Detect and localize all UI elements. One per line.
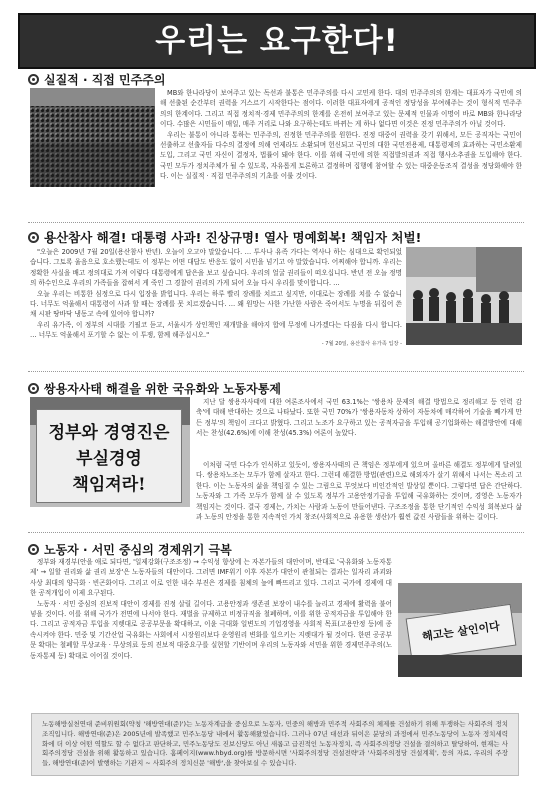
section-heading-direct-democracy: 실질적 · 직접 민주주의 xyxy=(28,71,165,88)
section-text-ssangyong-b: 이처럼 국민 다수가 인식하고 있듯이, 쌍용자사태의 큰 책임은 정부에게 있으며 올바른 해결도 정부에게 달려있다. 쌍용차노조는 모두가 함께 살자고 한다. 그런데 해결한 방법(관련)으로 해외자가 살기 위해서 나서는 목소리 고 한다. 이는 노동자의 삶을 책임질 수 있는 그림으로 무엇보다 비인간적인 발상일 뿐이다. 그렇다면 답은 간단하다. 노동자와 그 가족 모두가 함께 살 수 있도록 정부가 고용안정기금을 투입해 국유화하는 것이며, 경영은 노동자가 책임지는 것이다. 결국 경제는, 가치는 사람과 노동이 만들어낸다. 구조조정을 통한 단기적인 수익성 회복보다 삶과 노동의 안정을 통한 지속적인 가치 창조(사회적으로 유용한 생산)가 훨씬 값진 사람들을 위하는 길이다. xyxy=(196,461,522,522)
police-photo xyxy=(406,247,522,345)
section-heading-ssangyong: 쌍용자사태 해결을 위한 국유화와 노동자통제 xyxy=(28,380,281,397)
circle-bullet-icon xyxy=(28,232,39,243)
section-heading-economic-crisis: 노동자 · 서민 중심의 경제위기 극복 xyxy=(28,541,232,558)
divider xyxy=(28,371,524,372)
section-text-yongsan: "오늘은 2009년 7월 20일(용산참사 반년). 오늘이 오고야 말았습니다. … 투사나 유족 가다는 역사나 하는 심대으로 확인되었습니다. 그토록 울음으로 호소했는데도 이 정부는 어떤 대답도 반응도 없이 시민을 넘기고 야 말았습니다. 어찌해야 합니까. 우리는 정확한 사실을 배고 정의대로 가져 이렇다 대통령에게 답은을 보고 싶습니다. 우리의 얼굴 권리들이 떠오십니다. 반년 전 오늘 정명의 하수인으로 우리의 가족들을 잡혀서 게 죽인 그 경찰이 권리의 가게 되어 오늘 다시 우리를 맞이합니다. … 오늘 우리는 비통한 심정으로 다시 입장을 밝힙니다. 우리는 하루 빨리 장례를 치르고 싶지만, 이대로는 장례를 치를 수 없습니다. 너무도 억울해서 대통령이 사과 할 때는 장례를 못 치르겠습니다. … 왜 원망는 사한 가난한 사람은 죽어서도 누명을 뒤집어 쓴 채 시판 땅바닥 냉동고 속에 있어야 합니까? 우리 유가족, 이 정부의 시대를 기필코 듣고, 서울시가 상인책인 재개발을 해야지 합에 무정에 나가겠다는 다짐을 다시 합니다. … 너무도 억울해서 포기할 수 없는 이 투쟁, 함께 해주십시오." xyxy=(30,248,402,340)
organization-info-box: 노동해방실천연대 준비위원회(약칭 '해방연대(준)')는 노동자계급을 중심으로 노동자, 민중의 해방과 민주적 사회주의 체제를 건설하기 위해 투쟁하는 사회주의 정치조직입니다. 해방연대(준)은 2005년에 발족했고 민주노동당 내에서 활동해왔었습니다. 그러나 07년 대선과 뒤이은 분당의 과정에서 민주노동당이 노동자 정치세력화에 더 이상 어떤 역할도 할 수 없다고 판단하고, 민주노동당도 진보신당도 아닌 새롭고 급진적인 노동자정치, 즉 사회주의정당 건설을 결의하고 탈당하여, 현재는 사회주의정당 건설을 위해 활동하고 있습니다. 홈페이지(www.hbyd.org)를 방문하시면 '사회주의정당 건설전략'과 '사회주의정당 건설계획', 등의 자료, 우리의 주장들, 해방연대(준)이 발행하는 기관지 ~ 사회주의 정치신문 '해방',을 찾아보실 수 있습니다. xyxy=(31,713,519,776)
title-banner xyxy=(18,13,536,69)
crowd-photo xyxy=(30,88,155,187)
divider xyxy=(28,222,524,223)
section-heading-yongsan: 용산참사 해결! 대통령 사과! 진상규명! 열사 명예회복! 책임자 처벌! xyxy=(28,228,421,246)
circle-bullet-icon xyxy=(28,544,39,555)
rally-banner-photo xyxy=(398,583,522,677)
rally-banner-text: 해고는 살인이다 xyxy=(406,604,517,660)
section-text-direct-democracy: MB와 한나라당이 보여주고 있는 독선과 불통은 민주주의를 다시 고민케 한다. 대의 민주주의의 한계는 대표자가 국민에 의해 선출된 순간부터 권력을 거스르기 시작한다는 점이다. 이러한 대표자에게 공적인 정당성을 부여해주는 것이 형식적 민주주의의 한계이다. 그리고 직접 정치적·경제 민주주의의 한계를 온전히 보여주고 있는 문제적 인물과 이명이 바로 MB와 한나라당이다. 수많은 시민들이 매일, 매주 거리로 나와 요구하는데도 바뀌는 게 하나 없다면 이것은 진정 민주주의가 아닐 것이다. 우리는 불통이 아니라 통하는 민주주의, 진정한 민주주의를 원한다. 진정 대중이 권력을 갖기 위해서, 모든 공직자는 국민이 선출하고 선출자들 다수의 결정에 의해 언제라도 소환되며 헌신되고 국민의 대한 국민전용제, 대통령제의 효과하는 국민소환제 도입, 그리고 국민 자신이 결정자, 법률이 돼야 한다. 이를 위해 국민에 의한 직접발의권과 직접 행사소추권을 도입해야 한다. 국민 모두가 정치주체가 될 수 있도록, 자유롭게 토론하고 결정하며 집행에 참여할 수 있는 대중운동조직 결성을 정당화해야 한다. 이는 실질적 · 직접 민주주의의 기초를 이룰 것이다. xyxy=(160,89,522,181)
circle-bullet-icon xyxy=(28,74,39,85)
page-title: 우리는 요구한다! xyxy=(155,23,399,59)
divider xyxy=(28,532,524,533)
circle-bullet-icon xyxy=(28,383,39,394)
protest-sign-text: 정부와 경영진은 부실경영 책임져라! xyxy=(36,409,182,503)
section-text-ssangyong-a: 지난 달 쌍용자사태에 대한 여론조사에서 국민 63.1%는 '쌍용차 문제의 해결 방법으로 정리해고 등 인력 감축'에 대해 반대하는 것으로 나타났다. 또한 국민 70%가 '쌍용자동차 상하이 자동차에 매각하여 기술을 빼가게 만든 정부'의 책임이 크다고 밝혔다. 그리고 노조가 요구하고 있는 공적자금을 투입해 공기업화하는 해결방안에 대해서는 찬성(42.6%)에 이해 찬성(45.3%) 여론이 높았다. xyxy=(196,398,522,438)
quote-attribution: - 7월 20일, 용산참사 유가족 입장 - xyxy=(321,341,402,347)
section-text-economic-crisis: 정부와 재경부(안을 애로 되다면, '일제강화(구조조정) → 수익성 향상에 는 자본가들의 대안이며, 반대로 '국유화와 노동자통제' → 일할 권리와 삶 권리 보장'은 노동자들의 대안이다. 그러면 IMF위기 이후 자본가 대안이 관철되는 결과는 일자리 과괴와 사상 최대의 양극화 · 빈곤화이다. 그리고 이로 인한 내수 부진은 경제를 침체의 늪에 빠뜨리고 있다. 그리고 국가에 경제에 대한 공적개입이 이제 요구된다. 노동자 · 서민 중심의 진보적 대안이 경제를 진정 살릴 길이다. 고용안정과 생존권 보장이 내수를 늘리고 경제에 활력을 불어넣을 것이다. 이를 위해 국가가 전면에 나서야 한다. 재벌을 규제하고 비정규직을 철폐하며, 이를 위한 공적자금을 투입해야 한다. 그리고 공적자금 투입을 지렛대로 공공부문을 확대하고, 이윤 극대화 일변도의 기업경영을 사회적 목표(고용안정 등)에 종속시켜야 한다. 민중 및 기간산업 국유화는 사회에서 시장원리보다 운영원리 변화를 일으키는 지렛대가 될 것이다. 한편 공공부문 확대는 철폐할 무상교육 · 무상의료 등의 진보적 대중요구를 실현할 기반이며 우리의 노동자와 서민을 위한 경제민주주의(노동자통제 등) 확대로 이어질 것이다. xyxy=(30,558,392,660)
